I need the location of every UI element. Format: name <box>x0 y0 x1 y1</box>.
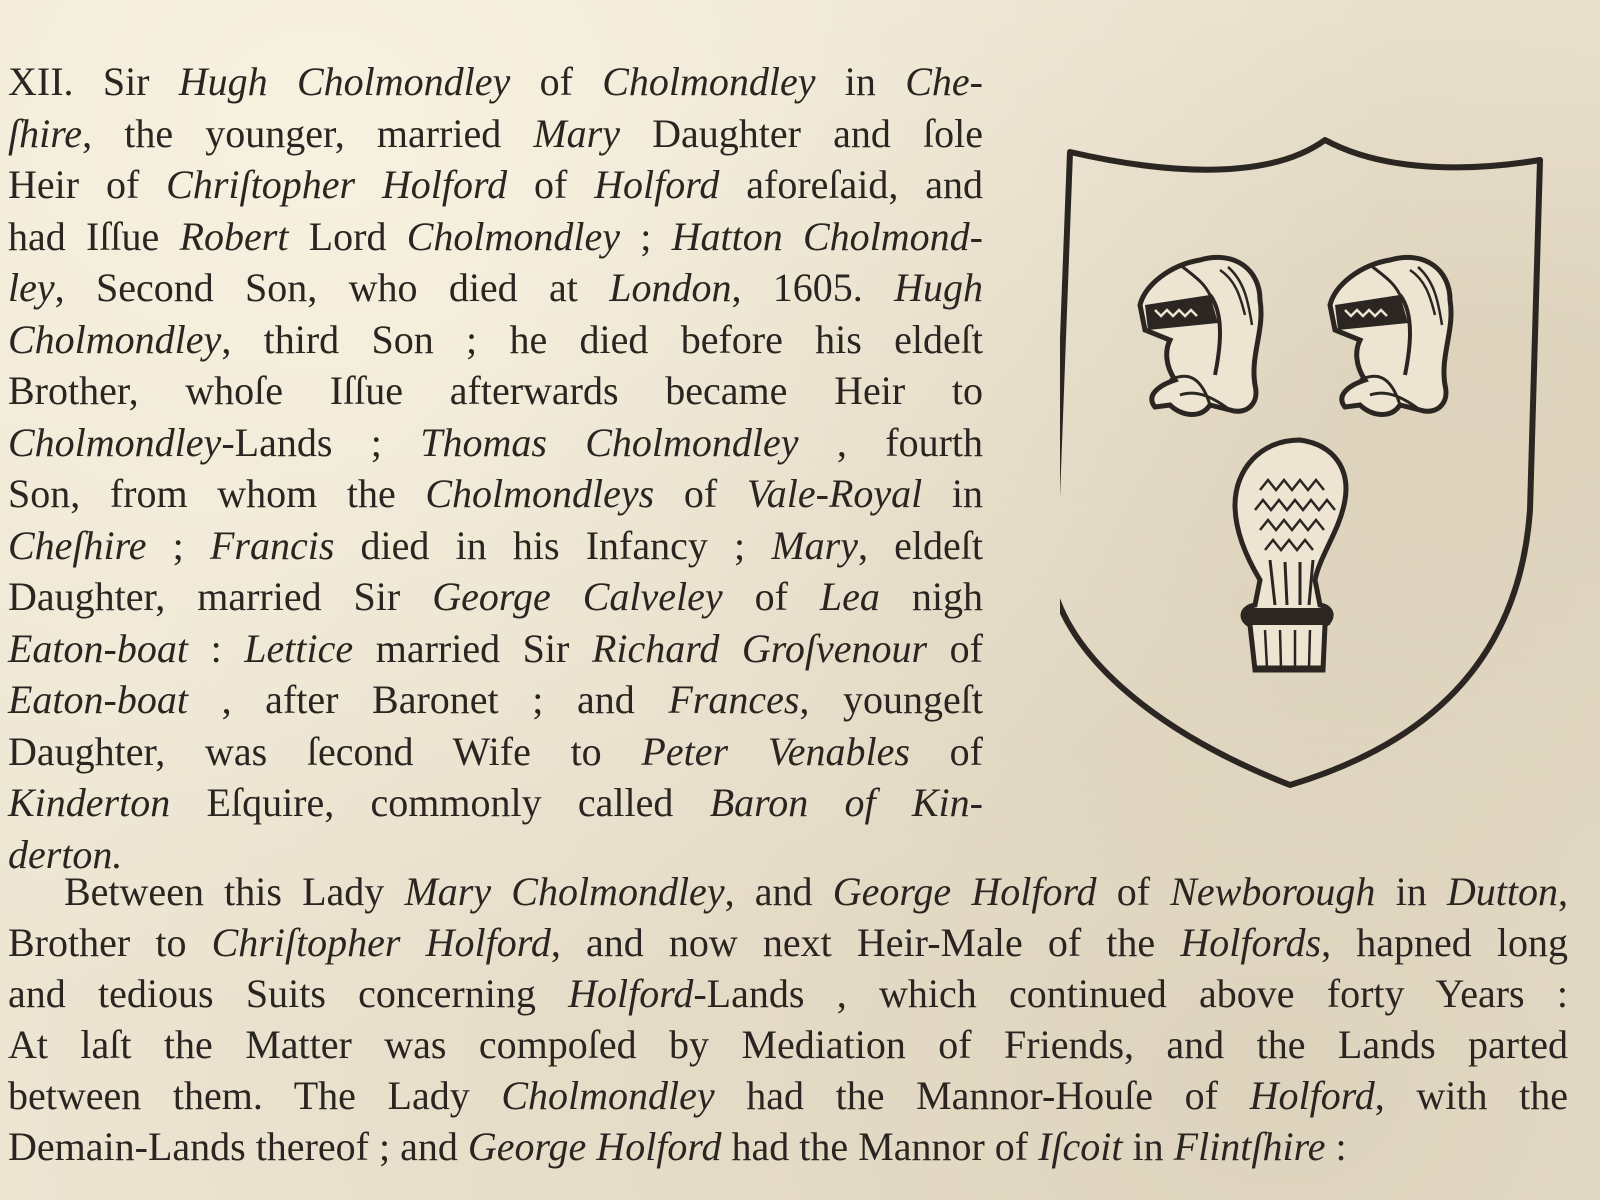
italic-run: Cholmondleys <box>425 471 655 516</box>
italic-run: Kinderton <box>8 780 171 825</box>
italic-run: Robert <box>179 213 289 259</box>
roman-run: of <box>507 162 595 207</box>
italic-run: Flintſhire <box>1173 1124 1326 1169</box>
italic-run: Peter Venables <box>641 728 910 774</box>
text-line <box>8 262 983 314</box>
text-line <box>8 1121 1568 1172</box>
italic-run: Holford <box>568 971 694 1016</box>
italic-run: Eaton-boat <box>8 677 188 722</box>
helmet-icon <box>1140 257 1261 414</box>
roman-run: , youngeſt <box>799 677 984 722</box>
italic-run: Hugh <box>894 265 983 310</box>
roman-run: died in his Infancy ; <box>334 522 772 568</box>
roman-run: had the Mannor of <box>721 1124 1039 1169</box>
text-line <box>8 1070 1568 1121</box>
italic-run: ſhire <box>8 110 83 156</box>
italic-run: Holford <box>1249 1073 1375 1118</box>
italic-run: derton. <box>8 831 123 877</box>
roman-run: , <box>1558 869 1569 914</box>
italic-run: George Holford <box>467 1124 722 1169</box>
roman-run: Daughter, was ſecond Wife to <box>8 728 642 774</box>
italic-run: Dutton <box>1446 869 1559 914</box>
roman-run: of <box>510 59 603 104</box>
italic-run: Vale-Royal <box>746 471 923 516</box>
text-line <box>8 108 983 160</box>
roman-run: , and now next Heir-Male of the <box>550 920 1181 965</box>
italic-run: George Holford <box>832 869 1097 914</box>
italic-run: London <box>609 265 732 310</box>
roman-run: Heir of <box>8 162 167 207</box>
italic-run: Frances <box>668 677 800 722</box>
italic-run: Francis <box>209 522 335 568</box>
roman-run: , eldeſt <box>857 522 983 568</box>
italic-run: Cholmondley <box>406 213 620 259</box>
italic-run: Hatton Cholmond- <box>671 213 983 259</box>
text-line <box>8 917 1568 968</box>
roman-run: of <box>1096 869 1171 914</box>
roman-run: Daughter and ſole <box>620 110 983 156</box>
roman-run: Eſquire, commonly called <box>170 780 710 825</box>
text-line <box>8 520 983 572</box>
roman-run: of <box>722 574 820 619</box>
helmet-icon <box>1330 257 1451 414</box>
italic-run: Cholmondley <box>501 1073 715 1118</box>
text-line <box>8 211 983 263</box>
italic-run: Baron of Kin- <box>709 780 983 825</box>
text-line <box>8 56 983 108</box>
roman-run: had the Mannor-Houſe of <box>714 1073 1250 1118</box>
italic-run: Hugh Cholmondley <box>178 59 511 104</box>
roman-run: Brother to <box>8 920 212 965</box>
roman-run: of <box>909 728 983 774</box>
roman-run: -Lands , which continued above forty Years : <box>693 971 1568 1016</box>
italic-run: Cheſhire <box>8 522 147 568</box>
roman-run: , fourth <box>798 419 984 465</box>
roman-run: ; <box>620 213 672 259</box>
roman-run: : <box>1325 1124 1347 1169</box>
italic-run: Cholmondley <box>8 419 222 465</box>
italic-run: Holfords <box>1180 920 1322 965</box>
roman-run: -Lands ; <box>221 419 421 465</box>
paragraph-between-this-lady <box>8 866 1568 1172</box>
italic-run: Lea <box>819 574 880 619</box>
roman-run: , and <box>724 869 833 914</box>
roman-run: , hapned long <box>1321 920 1568 965</box>
roman-run: Lord <box>288 213 407 259</box>
roman-run: in <box>815 59 906 104</box>
roman-run: between them. The Lady <box>8 1073 502 1118</box>
italic-run: Holford <box>594 162 720 207</box>
text-line <box>8 571 983 623</box>
roman-run: , 1605. <box>731 265 895 310</box>
roman-run: Daughter, married Sir <box>8 574 433 619</box>
roman-run: Brother, whoſe Iſſue afterwards became Heir to <box>8 368 983 413</box>
roman-run: in <box>1122 1124 1174 1169</box>
roman-run: , with the <box>1374 1073 1568 1118</box>
text-line <box>8 365 983 417</box>
roman-run: : <box>187 625 245 671</box>
text-line <box>8 726 983 778</box>
italic-run: Lettice <box>244 625 354 671</box>
coat-of-arms <box>1060 130 1580 810</box>
italic-run: Chriſtopher Holford <box>211 920 551 965</box>
roman-run: , Second Son, who died at <box>54 265 610 310</box>
roman-run: , third Son ; he died before his eldeſt <box>221 316 983 362</box>
shield-icon <box>1060 130 1580 810</box>
italic-run: Newborough <box>1170 869 1376 914</box>
italic-run: Eaton-boat <box>8 625 188 671</box>
roman-run: of <box>654 471 747 516</box>
text-line <box>8 623 983 675</box>
italic-run: Mary <box>533 110 620 156</box>
italic-run: Mary <box>771 522 858 568</box>
italic-run: ley <box>8 265 55 310</box>
italic-run: Thomas Cholmondley <box>420 419 799 465</box>
roman-run: aforeſaid, and <box>719 162 983 207</box>
roman-run: XII. Sir <box>8 59 179 104</box>
roman-run: At laſt the Matter was compoſed by Mediation of Friends, and the Lands parted <box>8 1022 1568 1067</box>
text-line <box>8 159 983 211</box>
garb-icon <box>1235 440 1346 670</box>
italic-run: George Calveley <box>432 574 723 619</box>
italic-run: Cholmondley <box>602 59 816 104</box>
italic-run: Richard Groſvenour <box>591 625 928 671</box>
italic-run: Che- <box>905 59 983 104</box>
roman-run: ; <box>146 522 210 568</box>
roman-run: married Sir <box>353 625 592 671</box>
roman-run: Son, from whom the <box>8 471 426 516</box>
roman-run: nigh <box>879 574 983 619</box>
paragraph-xii <box>8 56 983 880</box>
roman-run: of <box>927 625 983 671</box>
italic-run: Iſcoit <box>1038 1124 1123 1169</box>
italic-run: Chriſtopher Holford <box>166 162 508 207</box>
italic-run: Mary Cholmondley <box>404 869 725 914</box>
italic-run: Cholmondley <box>8 316 222 362</box>
text-line <box>8 1019 1568 1070</box>
roman-run: in <box>922 471 983 516</box>
text-line <box>8 777 983 829</box>
text-line <box>8 674 983 726</box>
roman-run: in <box>1375 869 1447 914</box>
roman-run: Demain-Lands thereof ; and <box>8 1124 468 1169</box>
text-line <box>8 417 983 469</box>
text-line <box>8 314 983 366</box>
roman-run: Between this Lady <box>64 869 405 914</box>
roman-run: , after Baronet ; and <box>187 677 669 722</box>
roman-run: and tedious Suits concerning <box>8 971 569 1016</box>
text-line <box>8 468 983 520</box>
text-line <box>8 968 1568 1019</box>
roman-run: , the younger, married <box>82 110 534 156</box>
text-line <box>8 866 1568 917</box>
roman-run: had Iſſue <box>8 213 180 259</box>
